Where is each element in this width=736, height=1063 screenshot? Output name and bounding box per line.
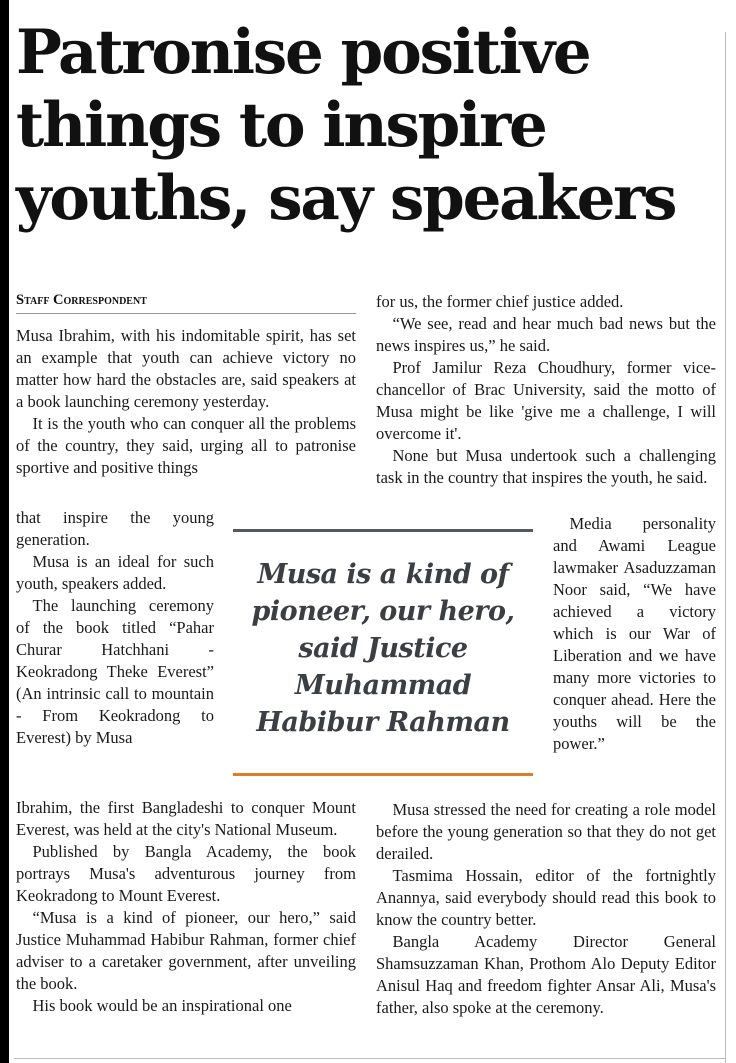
body-col2-bottom: Musa stressed the need for creating a role model before the young generation so that they do not get derailed. Tasmima Hossain, editor of the fortnightly Anannya, said everybody should read this book to know the country better. Bangla Academy Director General Shamsuzzaman Khan, Prothom Alo Deputy Editor Anisul Haq and freedom fighter Ansar Ali, Musa's father, also spoke at the ceremony.	[376, 800, 716, 1017]
body-col2-top: for us, the former chief justice added. “We see, read and hear much bad news but the news inspires us,” he said. Prof Jamilur Reza Choudhury, former vice-chancellor of Brac University, said the motto of Musa might be like 'give me a challenge, I will overcome it'. None but Musa undertook such a challenging task in the country that inspires the youth, he said.	[376, 292, 716, 487]
headline: Patronise positive things to inspire youths, say speakers	[16, 17, 676, 234]
pull-quote-box	[233, 529, 533, 776]
page-rule-bottom	[14, 1058, 726, 1059]
body-col1-bottom: Ibrahim, the first Bangladeshi to conquer Mount Everest, was held at the city's National Museum. Published by Bangla Academy, the book portrays Musa's adventurous journey from Keokradong to Mount Everest. “Musa is a kind of pioneer, our hero,” said Justice Muhammad Habibur Rahman, former chief adviser to a caretaker government, after unveiling the book. His book would be an inspirational one	[16, 798, 356, 1015]
body-col1-side: that inspire the young generation. Musa is an ideal for such youth, speakers added. The launching ceremony of the book titled “Pahar Churar Hatchhani - Keokradong Theke Everest” (An intrinsic call to mountain - From Keokradong to Everest) by Musa	[16, 508, 214, 747]
page-edge-bar	[0, 0, 9, 1063]
body-col2-side: Media personality and Awami League lawmaker Asaduzzaman Noor said, “We have achieved a victory which is our War of Liberation and we have many more victories to conquer ahead. Here the youths will be the power.”	[553, 514, 716, 753]
byline: Staff Correspondent	[16, 292, 356, 314]
pull-quote-text: Musa is a kind of pioneer, our hero, said Justice Muhammad Habibur Rahman	[251, 559, 515, 738]
body-col1-top: Musa Ibrahim, with his indomitable spirit, has set an example that youth can achieve victory no matter how hard the obstacles are, said speakers at a book launching ceremony yesterday. It is the youth who can conquer all the problems of the country, they said, urging all to patronise sportive and positive things	[16, 326, 356, 477]
